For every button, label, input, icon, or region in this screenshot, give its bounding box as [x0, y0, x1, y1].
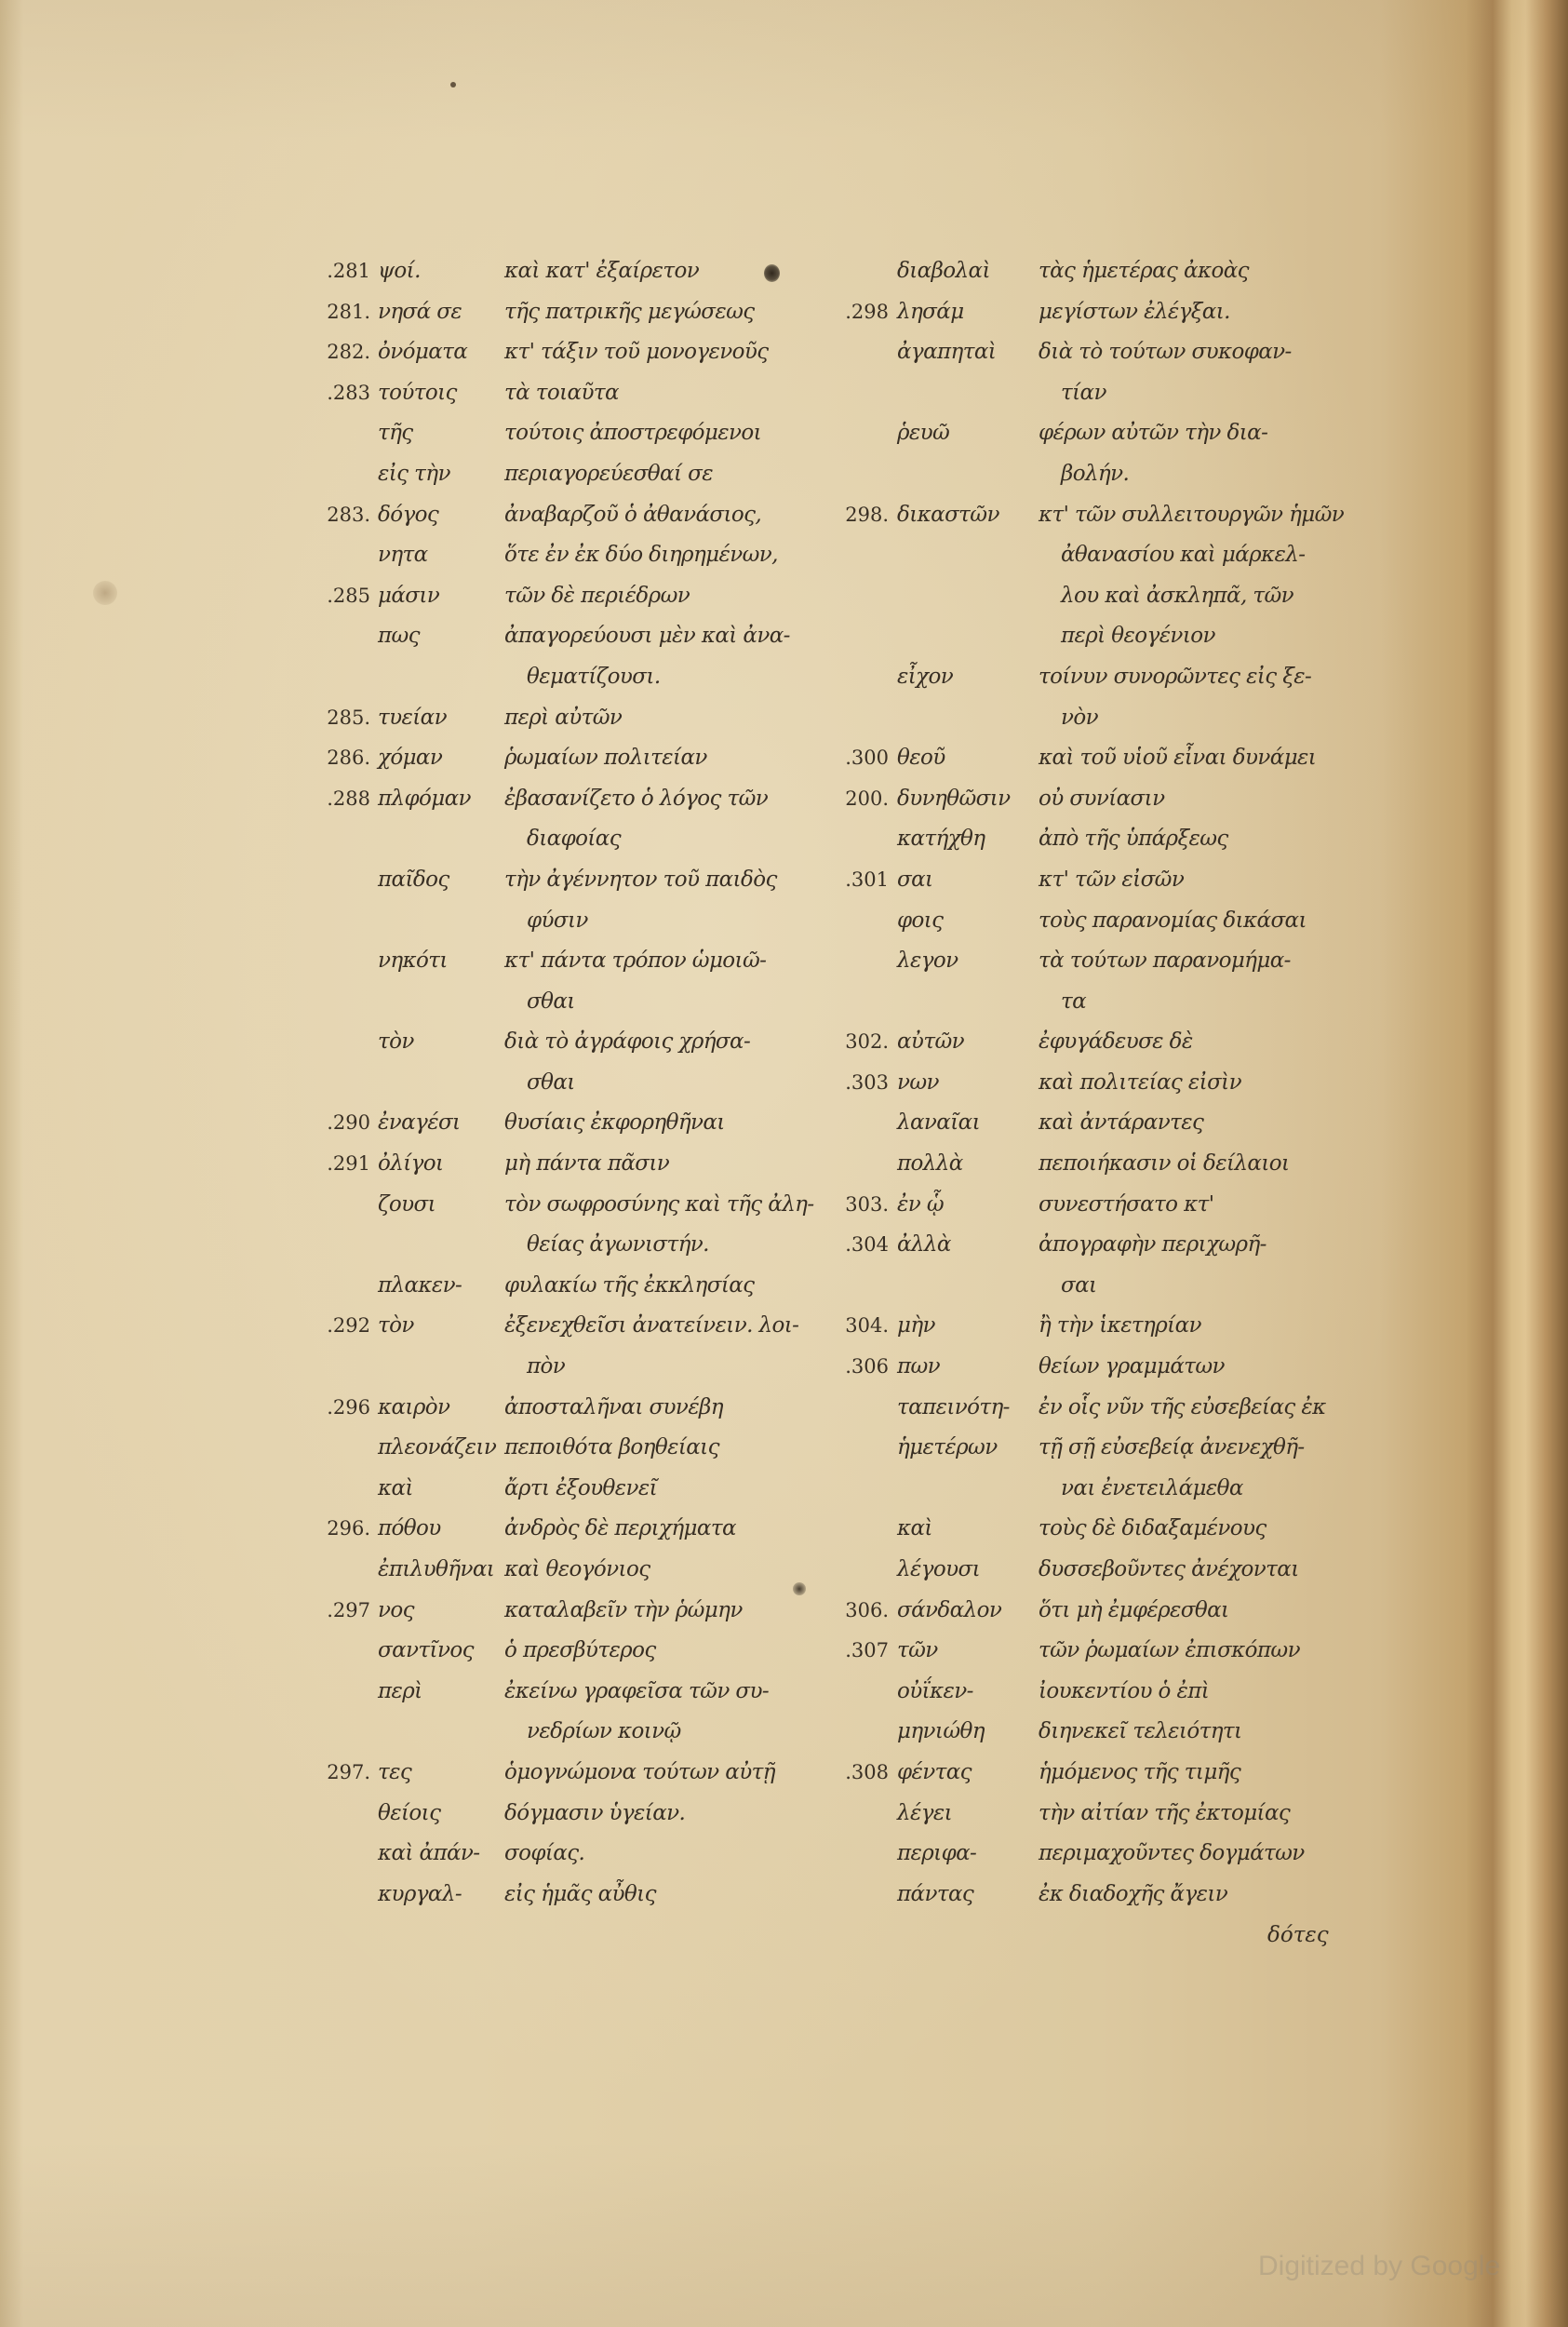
- original-word: οὐΐκεν-: [897, 1678, 973, 1703]
- corrected-reading: κτ' τάξιν τοῦ μονογενοῦς: [504, 340, 769, 365]
- line-number: .297: [327, 1598, 370, 1621]
- line-number: 302.: [845, 1030, 889, 1054]
- corrected-reading: τοίνυν συνορῶντες εἰς ξε-: [1039, 664, 1312, 689]
- errata-entry-row: [0, 413, 1568, 454]
- line-number: 297.: [327, 1760, 370, 1783]
- errata-entry-row: [0, 454, 1568, 495]
- errata-entry-row: [0, 982, 1568, 1023]
- corrected-reading: ἰουκεντίου ὁ ἐπὶ: [1039, 1678, 1210, 1703]
- corrected-reading: μὴ πάντα πᾶσιν: [504, 1151, 670, 1177]
- corrected-reading: εἰς ἡμᾶς αὖθις: [504, 1881, 656, 1906]
- corrected-reading: θείας ἀγωνιστήν.: [527, 1232, 709, 1258]
- corrected-reading: διαφοίας: [527, 827, 621, 852]
- line-number: .283: [327, 381, 370, 404]
- original-word: ἀλλὰ: [897, 1232, 951, 1258]
- corrected-reading: πεποιήκασιν οἱ δείλαιοι: [1039, 1151, 1290, 1177]
- corrected-reading: ἐν οἷς νῦν τῆς εὐσεβείας ἐκ: [1039, 1394, 1326, 1419]
- corrected-reading: ναι ἐνετειλάμεθα: [1061, 1475, 1243, 1500]
- errata-entry-row: [0, 901, 1568, 942]
- original-word: ἐν ᾧ: [897, 1191, 944, 1217]
- errata-entry-row: [0, 1875, 1568, 1916]
- corrected-reading: τὸν σωφροσύνης καὶ τῆς ἀλη-: [504, 1191, 814, 1217]
- errata-entry-row: [0, 1712, 1568, 1753]
- original-word: παῖδος: [378, 867, 449, 892]
- line-number: 303.: [845, 1192, 889, 1216]
- corrected-reading: θείων γραμμάτων: [1039, 1354, 1225, 1379]
- corrected-reading: ὁμογνώμονα τούτων αὐτῇ: [504, 1759, 775, 1784]
- corrected-reading: ἐφυγάδευσε δὲ: [1039, 1029, 1193, 1055]
- corrected-reading: καὶ τοῦ υἱοῦ εἶναι δυνάμει: [1039, 746, 1317, 771]
- errata-entry-row: [0, 1794, 1568, 1835]
- line-number: 286.: [327, 747, 370, 770]
- corrected-reading: μεγίστων ἐλέγξαι.: [1039, 299, 1230, 324]
- original-word: κατήχθη: [897, 827, 985, 852]
- errata-entry-row: [0, 616, 1568, 657]
- corrected-reading: περιαγορεύεσθαί σε: [504, 461, 713, 486]
- line-number: .288: [327, 787, 370, 810]
- original-word: θεοῦ: [897, 746, 945, 771]
- original-word: περιφα-: [897, 1841, 977, 1866]
- line-number: .291: [327, 1152, 370, 1176]
- line-number: 306.: [845, 1598, 889, 1621]
- corrected-reading: τίαν: [1061, 380, 1106, 405]
- original-word: καὶ ἀπάν-: [378, 1841, 480, 1866]
- corrected-reading: ἀπαγορεύουσι μὲν καὶ ἀνα-: [504, 624, 790, 649]
- original-word: τὸν: [378, 1029, 414, 1055]
- corrected-reading: ὅτι μὴ ἐμφέρεσθαι: [1039, 1597, 1229, 1622]
- errata-entry-row: [0, 1834, 1568, 1875]
- original-word: τυείαν: [378, 705, 447, 730]
- original-word: τούτοις: [378, 380, 457, 405]
- corrected-reading: σοφίας.: [504, 1841, 585, 1866]
- original-word: νος: [378, 1597, 414, 1622]
- corrected-reading: διὰ τὸ τούτων συκοφαν-: [1039, 340, 1292, 365]
- errata-entry-row: [0, 1185, 1568, 1226]
- corrected-reading: πὸν: [527, 1354, 566, 1379]
- original-word: τες: [378, 1759, 412, 1784]
- original-word: δικαστῶν: [897, 502, 999, 527]
- line-number: .301: [845, 868, 889, 891]
- errata-entry-row: [0, 373, 1568, 414]
- corrected-reading: τῇ σῇ εὐσεβείᾳ ἀνενεχθῆ-: [1039, 1435, 1305, 1460]
- errata-entry-row: [0, 332, 1568, 373]
- original-word: τὸν: [378, 1313, 414, 1338]
- corrected-reading: κτ' τῶν συλλειτουργῶν ἡμῶν: [1039, 502, 1345, 527]
- original-word: πάντας: [897, 1881, 974, 1906]
- original-word: ἀγαπηταὶ: [897, 340, 997, 365]
- corrected-reading: καὶ ἀντάραντες: [1039, 1110, 1204, 1136]
- errata-entry-row: [0, 292, 1568, 333]
- errata-entry-row: [0, 1509, 1568, 1550]
- original-word: πλεονάζειν: [378, 1435, 497, 1460]
- corrected-reading: δυσσεβοῦντες ἀνέχονται: [1039, 1557, 1299, 1581]
- original-word: πολλὰ: [897, 1151, 963, 1177]
- original-word: φοις: [897, 908, 944, 933]
- corrected-reading: ἀνδρὸς δὲ περιχήματα: [504, 1516, 736, 1541]
- original-word: τῆς: [378, 421, 413, 446]
- original-word: λεγον: [897, 948, 958, 974]
- original-word: δόγος: [378, 502, 439, 527]
- corrected-reading: ἐβασανίζετο ὁ λόγος τῶν: [504, 786, 769, 811]
- original-word: πλακεν-: [378, 1272, 462, 1298]
- corrected-reading: νὸν: [1061, 705, 1099, 730]
- digitization-watermark: Digitized by Google: [1258, 2251, 1501, 2281]
- original-word: ψοί.: [378, 259, 421, 283]
- corrected-reading: καὶ κατ' ἐξαίρετον: [504, 259, 700, 283]
- line-number: .292: [327, 1314, 370, 1338]
- original-word: εἰς τὴν: [378, 461, 450, 486]
- errata-entry-row: [0, 1063, 1568, 1104]
- original-word: ῥευῶ: [897, 421, 950, 446]
- original-word: μὴν: [897, 1313, 935, 1338]
- errata-entry-row: [0, 495, 1568, 536]
- errata-entry-row: [0, 1428, 1568, 1469]
- original-word: αὐτῶν: [897, 1029, 964, 1055]
- errata-entry-row: [0, 1347, 1568, 1388]
- corrected-reading: καταλαβεῖν τὴν ῥώμην: [504, 1597, 743, 1622]
- errata-entry-row: [0, 1631, 1568, 1672]
- corrected-reading: ἀπογραφὴν περιχωρῆ-: [1039, 1232, 1266, 1258]
- errata-entry-row: [0, 1591, 1568, 1632]
- corrected-reading: τῶν ῥωμαίων ἐπισκόπων: [1039, 1638, 1300, 1663]
- corrected-reading: τῶν δὲ περιέδρων: [504, 583, 690, 608]
- original-word: καὶ: [897, 1516, 932, 1541]
- corrected-reading: ἐκ διαδοχῆς ἄγειν: [1039, 1881, 1228, 1906]
- original-word: τῶν: [897, 1638, 938, 1663]
- original-word: φέντας: [897, 1759, 972, 1784]
- corrected-reading: περὶ αὐτῶν: [504, 705, 623, 730]
- original-word: ὀνόματα: [378, 340, 468, 365]
- line-number: 200.: [845, 787, 889, 810]
- corrected-reading: συνεστήσατο κτ': [1039, 1191, 1214, 1217]
- corrected-reading: σθαι: [527, 989, 575, 1014]
- corrected-reading: ἢ τὴν ἱκετηρίαν: [1039, 1313, 1201, 1338]
- corrected-reading: ἐξενεχθεῖσι ἀνατείνειν. λοι-: [504, 1313, 799, 1338]
- corrected-reading: ἀθανασίου καὶ μάρκελ-: [1061, 543, 1306, 568]
- errata-entry-row: [0, 819, 1568, 860]
- line-number: .285: [327, 584, 370, 607]
- corrected-reading: τα: [1061, 989, 1087, 1014]
- catchword: δότες: [1267, 1923, 1329, 1947]
- corrected-reading: φύσιν: [527, 908, 588, 933]
- errata-entry-row: [0, 860, 1568, 901]
- corrected-reading: φυλακίω τῆς ἐκκλησίας: [504, 1272, 755, 1298]
- original-word: μηνιώθη: [897, 1719, 985, 1744]
- corrected-reading: περιμαχοῦντες δογμάτων: [1039, 1841, 1305, 1866]
- original-word: εἶχον: [897, 664, 954, 689]
- corrected-reading: δόγμασιν ὑγείαν.: [504, 1800, 686, 1825]
- original-word: δυνηθῶσιν: [897, 786, 1011, 811]
- corrected-reading: τοὺς δὲ διδαξαμένους: [1039, 1516, 1266, 1541]
- corrected-reading: τῆς πατρικῆς μεγώσεως: [504, 299, 755, 324]
- corrected-reading: ῥωμαίων πολιτείαν: [504, 746, 707, 771]
- line-number: .307: [845, 1639, 889, 1662]
- errata-entry-row: [0, 779, 1568, 820]
- corrected-reading: τὰς ἡμετέρας ἀκοὰς: [1039, 259, 1249, 283]
- corrected-reading: ἄρτι ἐξουθενεῖ: [504, 1475, 658, 1500]
- corrected-reading: λου καὶ ἀσκληπᾶ, τῶν: [1061, 583, 1294, 608]
- corrected-reading: τὰ τοιαῦτα: [504, 380, 619, 405]
- line-number: 296.: [327, 1517, 370, 1540]
- original-word: σάνδαλον: [897, 1597, 1002, 1622]
- original-word: ὀλίγοι: [378, 1151, 444, 1177]
- corrected-reading: ἀναβαρζοῦ ὁ ἀθανάσιος,: [504, 502, 762, 527]
- original-word: ἡμετέρων: [897, 1435, 998, 1460]
- corrected-reading: τοὺς παρανομίας δικάσαι: [1039, 908, 1307, 933]
- line-number: .281: [327, 260, 370, 282]
- original-word: περὶ: [378, 1678, 422, 1703]
- corrected-reading: ὅτε ἐν ἐκ δύο διηρημένων,: [504, 543, 778, 568]
- original-word: σαι: [897, 867, 933, 892]
- errata-entry-row: [0, 1103, 1568, 1144]
- corrected-reading: καὶ πολιτείας εἰσὶν: [1039, 1069, 1241, 1095]
- original-word: ταπεινότη-: [897, 1394, 1010, 1419]
- corrected-reading: διὰ τὸ ἀγράφοις χρήσα-: [504, 1029, 751, 1055]
- corrected-reading: ἀποσταλῆναι συνέβη: [504, 1394, 723, 1419]
- corrected-reading: τούτοις ἀποστρεφόμενοι: [504, 421, 762, 446]
- line-number: .296: [327, 1395, 370, 1419]
- line-number: 283.: [327, 503, 370, 526]
- original-word: νητα: [378, 543, 428, 568]
- original-word: καιρὸν: [378, 1394, 450, 1419]
- original-word: μάσιν: [378, 583, 440, 608]
- original-word: νων: [897, 1069, 939, 1095]
- line-number: .300: [845, 747, 889, 770]
- errata-entry-row: [0, 1022, 1568, 1063]
- original-word: καὶ: [378, 1475, 413, 1500]
- original-word: κυργαλ-: [378, 1881, 462, 1906]
- errata-entry-row: [0, 1144, 1568, 1185]
- corrected-reading: τὴν ἀγέννητον τοῦ παιδὸς: [504, 867, 777, 892]
- errata-entry-row: [0, 251, 1568, 292]
- line-number: 304.: [845, 1314, 889, 1338]
- errata-entry-row: [0, 941, 1568, 982]
- line-number: .306: [845, 1355, 889, 1379]
- original-word: λέγει: [897, 1800, 953, 1825]
- corrected-reading: κτ' πάντα τρόπον ὡμοιῶ-: [504, 948, 767, 974]
- errata-entry-row: [0, 535, 1568, 576]
- original-word: λαναῖαι: [897, 1110, 980, 1136]
- original-word: θείοις: [378, 1800, 441, 1825]
- original-word: πόθου: [378, 1516, 441, 1541]
- original-word: πως: [378, 624, 420, 649]
- errata-entry-row: [0, 738, 1568, 779]
- corrected-reading: κτ' τῶν εἰσῶν: [1039, 867, 1185, 892]
- ink-speck: [450, 82, 456, 87]
- corrected-reading: περὶ θεογένιον: [1061, 624, 1215, 649]
- original-word: χόμαν: [378, 746, 443, 771]
- corrected-reading: σθαι: [527, 1069, 575, 1095]
- corrected-reading: καὶ θεογόνιος: [504, 1557, 650, 1581]
- corrected-reading: πεποιθότα βοηθείαις: [504, 1435, 719, 1460]
- line-number: .303: [845, 1070, 889, 1094]
- original-word: ἐναγέσι: [378, 1110, 461, 1136]
- original-word: πλφόμαν: [378, 786, 471, 811]
- original-word: πων: [897, 1354, 941, 1379]
- corrected-reading: θεματίζουσι.: [527, 664, 661, 689]
- errata-entry-row: [0, 1306, 1568, 1347]
- line-number: 285.: [327, 706, 370, 729]
- errata-entry-row: [0, 1672, 1568, 1713]
- errata-entry-row: [0, 1266, 1568, 1307]
- corrected-reading: νεδρίων κοινῷ: [527, 1719, 681, 1744]
- original-word: νηκότι: [378, 948, 448, 974]
- errata-entry-row: [0, 698, 1568, 739]
- errata-entry-row: [0, 1225, 1568, 1266]
- corrected-reading: σαι: [1061, 1272, 1097, 1298]
- corrected-reading: φέρων αὐτῶν τὴν δια-: [1039, 421, 1268, 446]
- corrected-reading: οὐ συνίασιν: [1039, 786, 1165, 811]
- corrected-reading: διηνεκεῖ τελειότητι: [1039, 1719, 1242, 1744]
- line-number: 282.: [327, 341, 370, 364]
- corrected-reading: ὁ πρεσβύτερος: [504, 1638, 656, 1663]
- original-word: λησάμ: [897, 299, 964, 324]
- errata-entry-row: [0, 576, 1568, 617]
- original-word: λέγουσι: [897, 1557, 981, 1581]
- line-number: .290: [327, 1111, 370, 1135]
- original-word: νησά σε: [378, 299, 462, 324]
- errata-entry-row: [0, 1469, 1568, 1510]
- right-errata-column: [0, 251, 1568, 1915]
- original-word: ζουσι: [378, 1191, 436, 1217]
- original-word: σαντῖνος: [378, 1638, 474, 1663]
- errata-entry-row: [0, 1550, 1568, 1591]
- errata-entry-row: [0, 1388, 1568, 1429]
- errata-entry-row: [0, 657, 1568, 698]
- line-number: .304: [845, 1233, 889, 1257]
- corrected-reading: τὴν αἰτίαν τῆς ἐκτομίας: [1039, 1800, 1291, 1825]
- line-number: .298: [845, 300, 889, 323]
- corrected-reading: ἀπὸ τῆς ὑπάρξεως: [1039, 827, 1228, 852]
- line-number: 298.: [845, 503, 889, 526]
- original-word: διαβολαὶ: [897, 259, 990, 283]
- corrected-reading: βολήν.: [1061, 461, 1130, 486]
- original-word: ἐπιλυθῆναι: [378, 1557, 495, 1581]
- line-number: 281.: [327, 300, 370, 323]
- corrected-reading: ἡμόμενος τῆς τιμῆς: [1039, 1759, 1241, 1784]
- corrected-reading: ἐκείνω γραφεῖσα τῶν συ-: [504, 1678, 770, 1703]
- line-number: .308: [845, 1760, 889, 1783]
- corrected-reading: τὰ τούτων παρανομήμα-: [1039, 948, 1291, 974]
- corrected-reading: θυσίαις ἐκφορηθῆναι: [504, 1110, 725, 1136]
- errata-entry-row: [0, 1753, 1568, 1794]
